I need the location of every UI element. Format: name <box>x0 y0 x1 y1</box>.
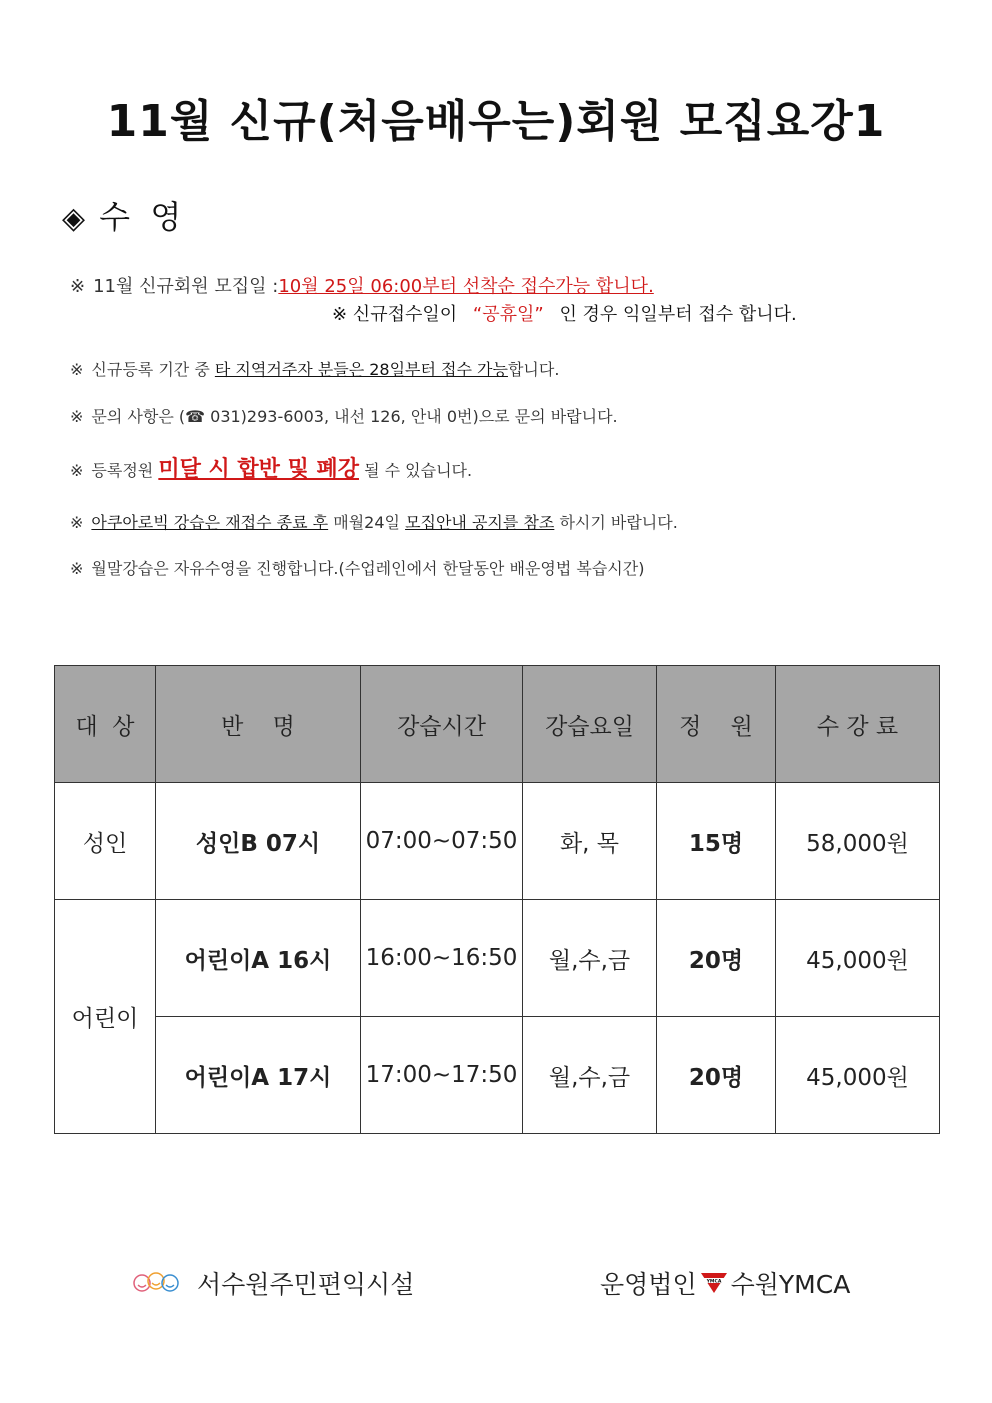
footer-facility <box>133 1265 414 1301</box>
table-row <box>55 1017 940 1134</box>
cell-class: 어린이A 17시 <box>156 1017 361 1134</box>
section-label: 수 영 <box>99 198 182 236</box>
cell-fee: 58,000원 <box>776 783 940 900</box>
diamond-icon: ◈ <box>62 201 86 236</box>
ymca-logo-text: YMCA <box>706 1279 722 1285</box>
cell-target: 어린이 <box>55 900 156 1134</box>
ymca-triangle-logo <box>700 1272 728 1294</box>
holiday-suffix: 인 경우 익일부터 접수 합니다. <box>559 304 797 325</box>
footer-right-prefix: 운영법인 <box>600 1270 697 1299</box>
recruit-date: 10월 25일 06:00부터 선착순 접수가능 합니다. <box>278 276 654 297</box>
inquiry-note <box>70 404 618 427</box>
other-region-suffix: 합니다. <box>507 360 560 379</box>
holiday-word: “공휴일” <box>472 304 544 325</box>
smiley-faces-logo <box>133 1270 179 1296</box>
aqua-underline2: 모집안내 공지를 참조 <box>405 513 555 532</box>
aqua-middle: 매월24일 <box>333 513 400 532</box>
cell-class: 어린이A 16시 <box>156 900 361 1017</box>
aqua-suffix: 하시기 바랍니다. <box>559 513 678 532</box>
cell-days: 화, 목 <box>523 783 657 900</box>
recruit-date-note <box>70 272 654 298</box>
reference-mark: ※ <box>70 559 84 578</box>
holiday-note <box>332 300 797 326</box>
other-region-prefix: 신규등록 기간 중 <box>91 360 210 379</box>
cell-time: 07:00~07:50 <box>361 783 523 900</box>
other-region-note <box>70 357 559 380</box>
phone-icon: ☎ <box>185 407 206 426</box>
reference-mark: ※ <box>70 513 84 532</box>
reference-mark: ※ <box>70 360 84 379</box>
cell-days: 월,수,금 <box>523 1017 657 1134</box>
inquiry-prefix: 문의 사항은 ( <box>91 407 186 426</box>
cell-capacity: 20명 <box>657 900 776 1017</box>
cell-fee: 45,000원 <box>776 1017 940 1134</box>
inquiry-text: 031)293-6003, 내선 126, 안내 0번)으로 문의 바랍니다. <box>210 407 618 426</box>
section-heading <box>62 192 181 238</box>
reference-mark: ※ <box>70 276 86 297</box>
aqua-underline: 아쿠아로빅 강습은 재접수 종료 후 <box>91 513 329 532</box>
table-row <box>55 783 940 900</box>
cell-time: 17:00~17:50 <box>361 1017 523 1134</box>
other-region-underline: 타 지역거주자 분들은 28일부터 접수 가능 <box>214 360 508 379</box>
monthend-text: 월말강습은 자유수영을 진행합니다.(수업레인에서 한달동안 배운영법 복습시간) <box>91 559 645 578</box>
footer-right-text: 수원YMCA <box>730 1270 851 1299</box>
cell-capacity: 15명 <box>657 783 776 900</box>
footer-left-text: 서수원주민편익시설 <box>197 1270 415 1299</box>
monthend-note <box>70 556 644 579</box>
table-header-row <box>55 666 940 783</box>
cell-class: 성인B 07시 <box>156 783 361 900</box>
header-capacity: 정 원 <box>657 666 776 783</box>
footer-operator <box>600 1265 850 1301</box>
header-time: 강습시간 <box>361 666 523 783</box>
cell-target: 성인 <box>55 783 156 900</box>
reference-mark: ※ <box>70 407 84 426</box>
cell-capacity: 20명 <box>657 1017 776 1134</box>
min-prefix: 등록정원 <box>91 461 154 480</box>
reference-mark: ※ <box>70 461 84 480</box>
minimum-enrollment-note <box>70 452 472 483</box>
header-class: 반 명 <box>156 666 361 783</box>
aquarobic-note <box>70 510 678 533</box>
header-fee: 수 강 료 <box>776 666 940 783</box>
header-days: 강습요일 <box>523 666 657 783</box>
cell-fee: 45,000원 <box>776 900 940 1017</box>
table-row <box>55 900 940 1017</box>
page-title: 11월 신규(처음배우는)회원 모집요강1 <box>106 96 886 147</box>
header-target: 대 상 <box>55 666 156 783</box>
schedule-table <box>54 665 940 1134</box>
holiday-prefix: ※ 신규접수일이 <box>332 304 458 325</box>
cell-time: 16:00~16:50 <box>361 900 523 1017</box>
min-suffix: 될 수 있습니다. <box>364 461 473 480</box>
recruit-label: 11월 신규회원 모집일 : <box>93 276 279 297</box>
min-highlight: 미달 시 합반 및 폐강 <box>158 457 359 482</box>
cell-days: 월,수,금 <box>523 900 657 1017</box>
